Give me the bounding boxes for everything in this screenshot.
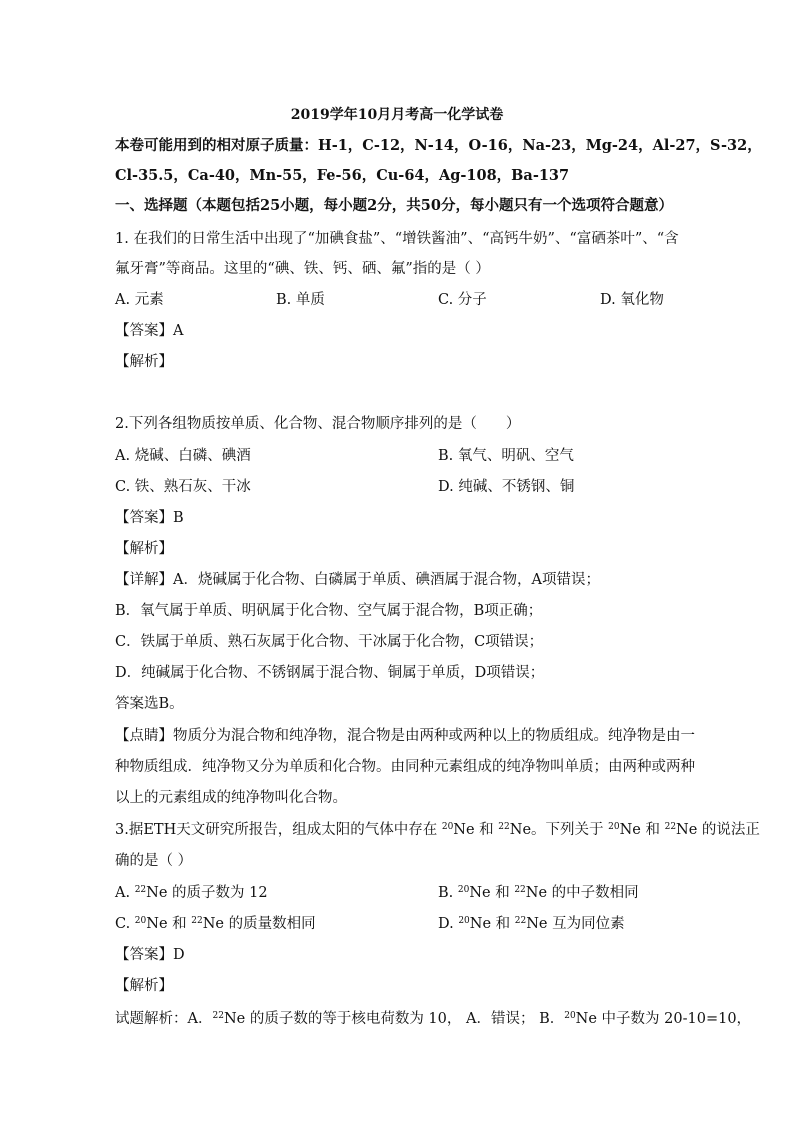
option-letter: B. [438,885,458,901]
isotope-mass-number: 20 [134,916,147,926]
q2-analysis-label: 【解析】 [115,541,173,557]
exam-title: 2019学年10月月考高一化学试卷 [290,107,504,123]
q3-stem-text-1: 3.据ETH天文研究所报告，组成太阳的气体中存在 [115,822,442,838]
detail-text: 试题解析：A． [115,1011,213,1027]
q2-stem: 2.下列各组物质按单质、化合物、混合物顺序排列的是（ ） [115,416,521,432]
option-text: Ne 互为同位素 [526,916,625,932]
element-symbol: Ne [619,822,641,838]
option-text: Ne 的质量数相同 [202,916,316,932]
q2-option-b: B. 氧气、明矾、空气 [438,448,574,464]
atomic-mass-line-2: Cl-35.5，Ca-40，Mn-55，Fe-56，Cu-64，Ag-108，Ba-137 [115,167,570,184]
q1-option-d: D. 氧化物 [600,292,664,308]
q3-stem-line-1 [115,820,760,840]
element-symbol: Ne [676,822,698,838]
q3-option-a [115,883,268,903]
isotope-mass-number: 22 [498,822,510,832]
q2-detail-line-4: D．纯碱属于化合物、不锈钢属于混合物、铜属于单质，D项错误； [115,665,545,681]
q2-note-line-2: 种物质组成．纯净物又分为单质和化合物。由同种元素组成的纯净物叫单质；由两种或两种 [115,759,695,775]
option-letter: A. [115,885,135,901]
option-letter: D. [438,916,459,932]
isotope-mass-number: 20 [457,885,470,895]
isotope-mass-number: 20 [608,822,620,832]
isotope-mass-number: 22 [134,885,147,895]
q2-note-line-1: 【点睛】物质分为混合物和纯净物，混合物是由两种或两种以上的物质组成。纯净物是由一 [115,728,695,744]
q1-option-b: B. 单质 [276,292,325,308]
q3-stem-line-2: 确的是（ ） [115,853,193,869]
option-letter: C. [115,916,135,932]
element-symbol: Ne [453,822,475,838]
q3-stem-text-3: 。下列关于 [531,822,609,838]
q3-detail-line-1 [115,1009,751,1029]
q3-option-c [115,914,316,934]
option-text: Ne 的中子数相同 [525,885,639,901]
isotope-mass-number: 22 [212,1011,224,1021]
atomic-mass-line-1: 本卷可能用到的相对原子质量：H-1，C-12，N-14，O-16，Na-23，Mg-24，Al-27，S-32， [115,137,762,154]
isotope-mass-number: 22 [514,916,527,926]
q2-detail-line-3: C．铁属于单质、熟石灰属于化合物、干冰属于化合物，C项错误； [115,634,544,650]
q2-note-line-3: 以上的元素组成的纯净物叫化合物。 [115,790,347,806]
q2-option-d: D. 纯碱、不锈钢、铜 [438,479,575,495]
option-text: Ne 的质子数为 12 [146,885,268,901]
q2-answer: 【答案】B [115,510,184,526]
q3-answer: 【答案】D [115,947,185,963]
option-text: Ne 和 [469,885,515,901]
isotope-mass-number: 22 [664,822,677,832]
q2-conclusion: 答案选B。 [115,696,184,712]
isotope-mass-number: 22 [514,885,526,895]
q1-option-c: C. 分子 [438,292,487,308]
element-symbol: Ne [509,822,532,838]
detail-text: Ne 中子数为 20-10=10， [575,1011,752,1027]
section-heading: 一、选择题（本题包括25小题，每小题2分，共50分，每小题只有一个选项符合题意） [115,197,673,214]
q1-answer: 【答案】A [115,323,184,339]
isotope-mass-number: 22 [191,916,203,926]
q1-stem-line-2: 氟牙膏”等商品。这里的“碘、铁、钙、硒、氟”指的是（ ） [115,261,490,277]
isotope-mass-number: 20 [441,822,454,832]
q2-detail-line-1: 【详解】A．烧碱属于化合物、白磷属于单质、碘酒属于混合物，A项错误； [115,572,600,588]
q3-stem-text-4: 和 [640,822,665,838]
isotope-mass-number: 20 [564,1011,576,1021]
q1-analysis-label: 【解析】 [115,354,173,370]
detail-text: Ne 的质子数的等于核电荷数为 10， A．错误； B． [223,1011,565,1027]
option-text: Ne 和 [146,916,192,932]
q3-stem-text-2: 和 [474,822,499,838]
q2-option-c: C. 铁、熟石灰、干冰 [115,479,251,495]
q1-option-a: A. 元素 [115,292,164,308]
q3-analysis-label: 【解析】 [115,978,173,994]
q3-stem-text-5: 的说法正 [697,822,760,838]
q3-option-d [438,914,625,934]
isotope-mass-number: 20 [458,916,470,926]
q3-option-b [438,883,639,903]
q2-option-a: A. 烧碱、白磷、碘酒 [115,448,251,464]
watermark [600,787,610,815]
q2-detail-line-2: B．氧气属于单质、明矾属于化合物、空气属于混合物，B项正确； [115,603,543,619]
q1-stem-line-1: 1. 在我们的日常生活中出现了“加碘食盐”、“增铁酱油”、“高钙牛奶”、“富硒茶叶”、“含 [115,231,679,247]
option-text: Ne 和 [469,916,515,932]
